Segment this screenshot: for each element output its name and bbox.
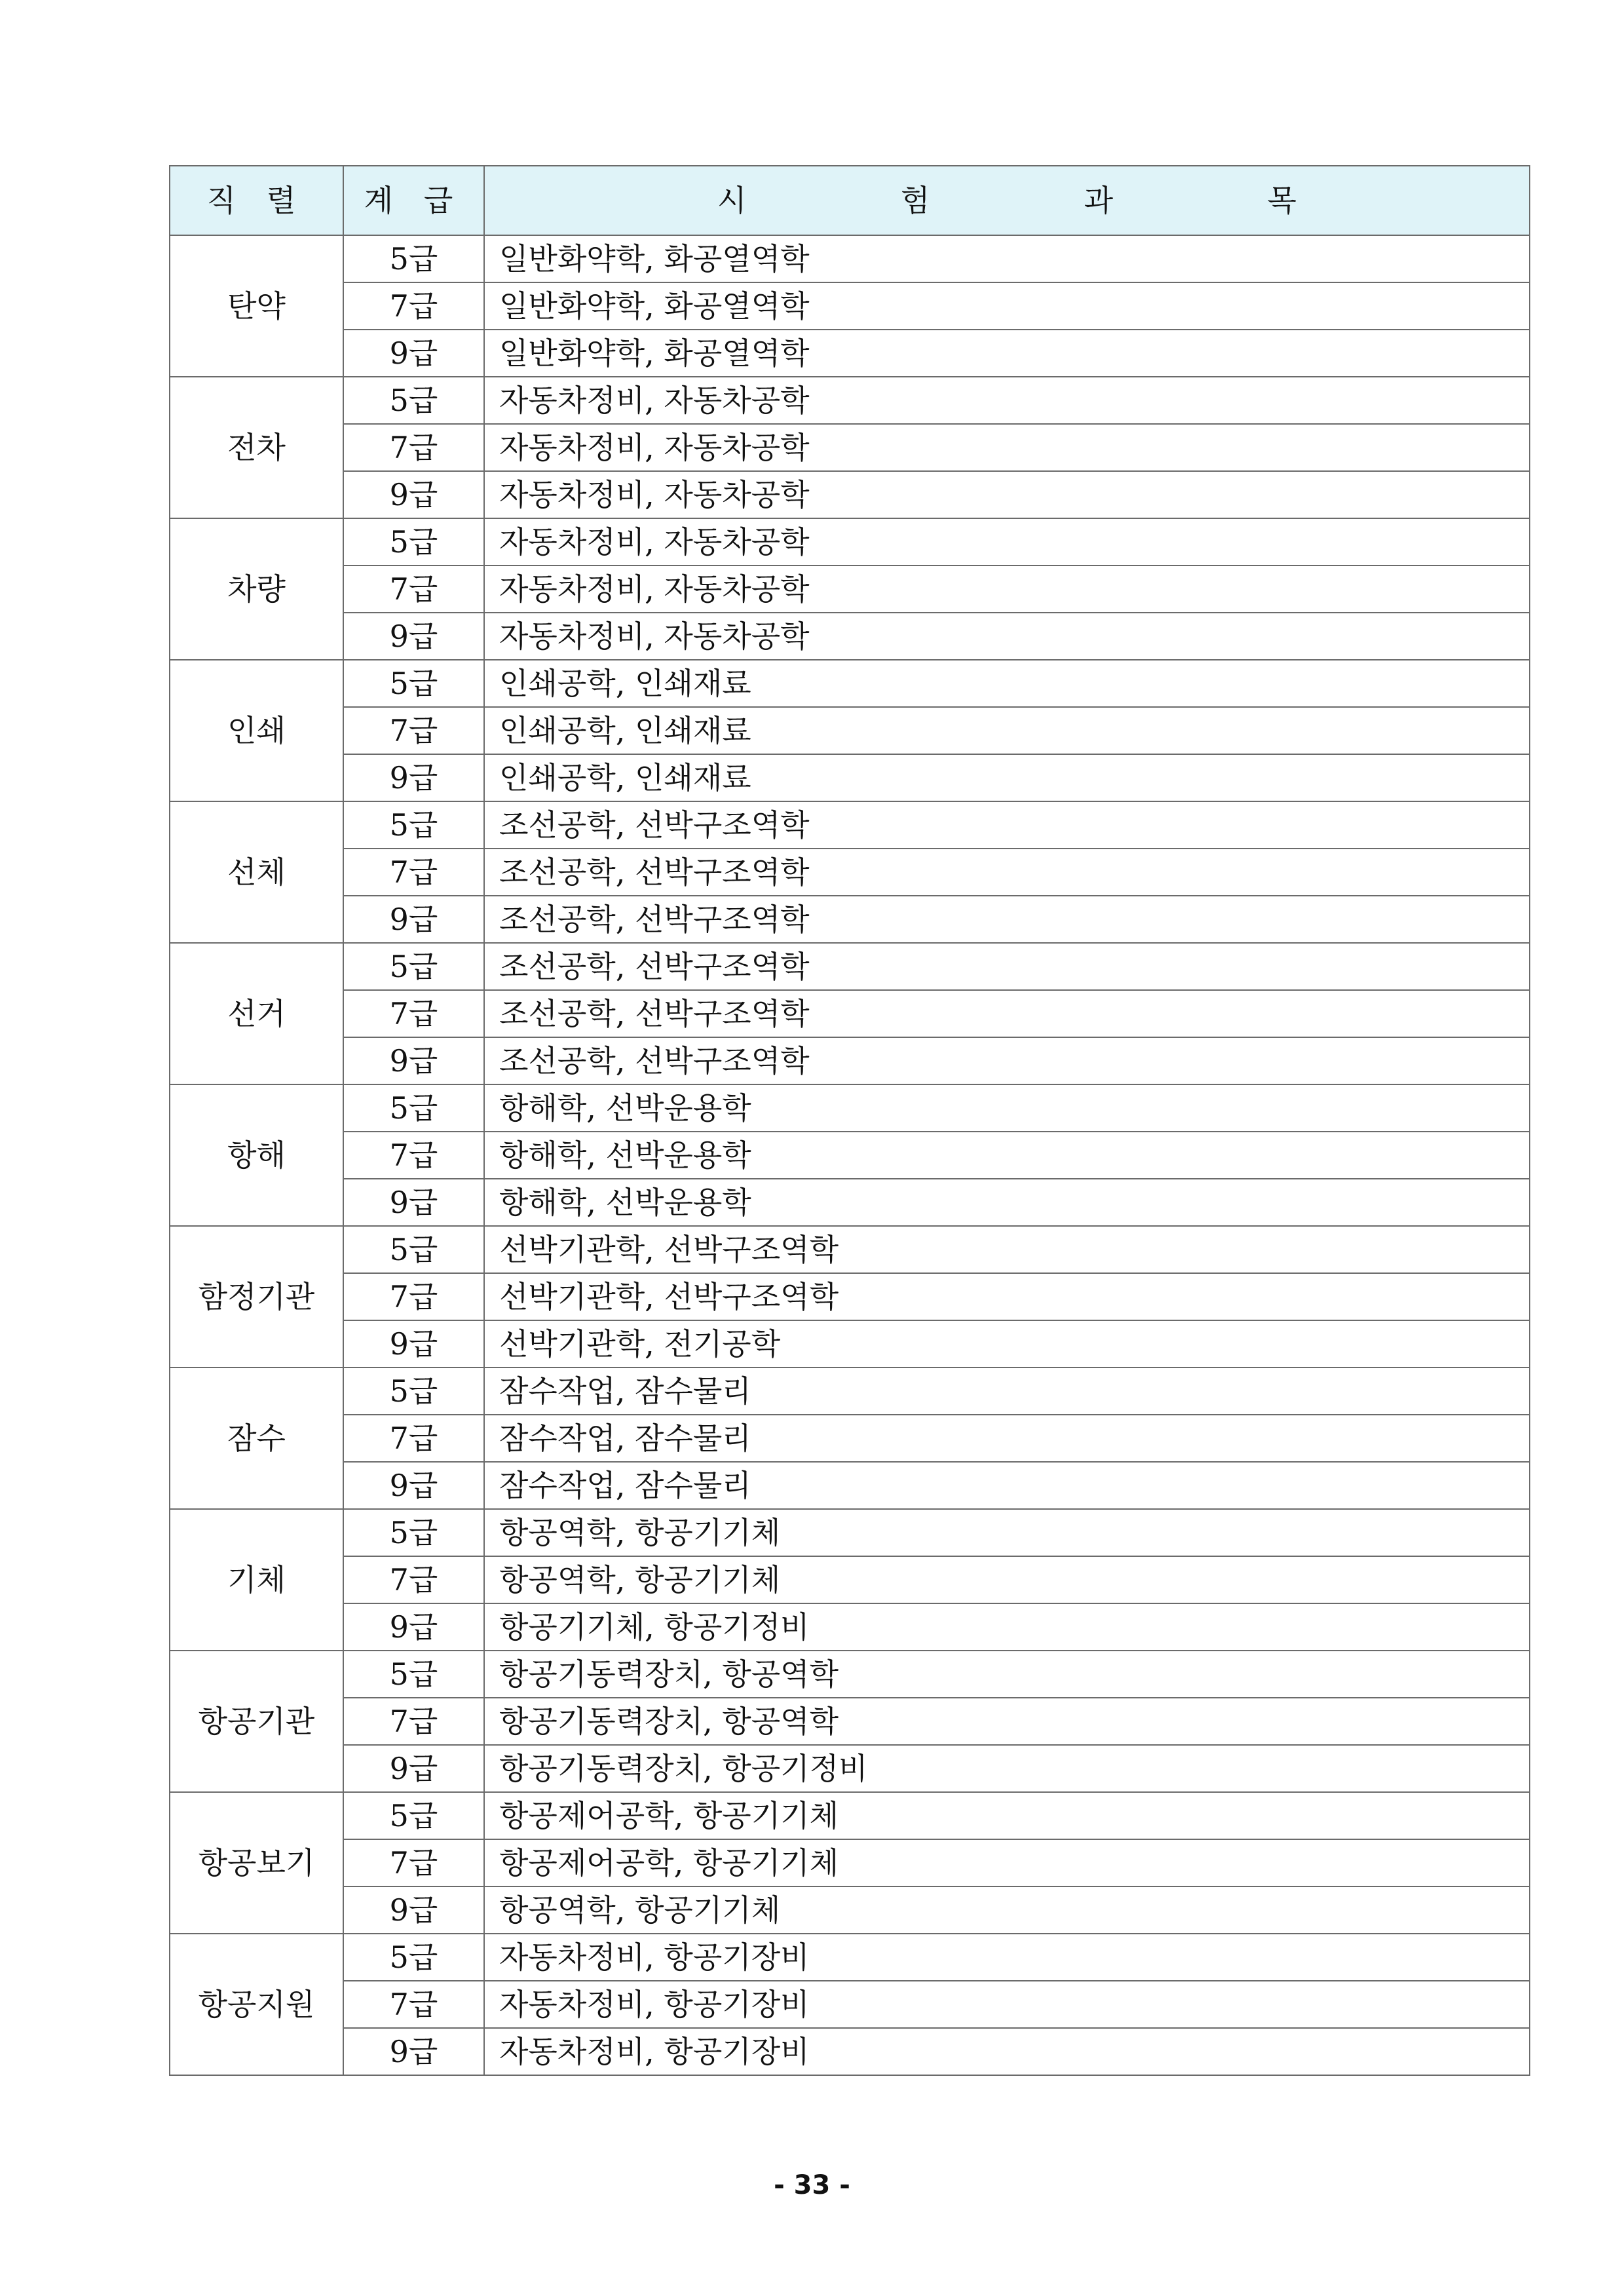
table-row xyxy=(170,1368,1530,1415)
grade-cell: 7급 xyxy=(343,1698,484,1745)
exam-subjects-cell: 자동차정비, 자동차공학 xyxy=(484,613,1530,660)
table-row xyxy=(170,1509,1530,1556)
exam-subjects-cell: 잠수작업, 잠수물리 xyxy=(484,1462,1530,1509)
grade-cell: 5급 xyxy=(343,1509,484,1556)
table-row xyxy=(170,471,1530,518)
grade-cell: 9급 xyxy=(343,330,484,377)
table-row xyxy=(170,1698,1530,1745)
exam-subjects-cell: 선박기관학, 선박구조역학 xyxy=(484,1273,1530,1320)
exam-subjects-cell: 조선공학, 선박구조역학 xyxy=(484,896,1530,943)
table-row xyxy=(170,1981,1530,2028)
table-row xyxy=(170,1084,1530,1132)
table-row xyxy=(170,282,1530,330)
grade-cell: 9급 xyxy=(343,1320,484,1368)
exam-subjects-cell: 항공기동력장치, 항공역학 xyxy=(484,1698,1530,1745)
table-row xyxy=(170,1415,1530,1462)
grade-cell: 9급 xyxy=(343,1603,484,1651)
grade-cell: 9급 xyxy=(343,1745,484,1792)
grade-cell: 7급 xyxy=(343,1839,484,1886)
job-category-cell: 항공지원 xyxy=(170,1934,343,2075)
job-category-cell: 인쇄 xyxy=(170,660,343,801)
table-row xyxy=(170,565,1530,613)
grade-cell: 5급 xyxy=(343,377,484,424)
grade-cell: 7급 xyxy=(343,282,484,330)
table-row xyxy=(170,754,1530,801)
grade-cell: 7급 xyxy=(343,1132,484,1179)
exam-subjects-cell: 선박기관학, 선박구조역학 xyxy=(484,1226,1530,1273)
table-row xyxy=(170,1603,1530,1651)
job-category-cell: 전차 xyxy=(170,377,343,518)
job-category-cell: 항해 xyxy=(170,1084,343,1226)
table-row xyxy=(170,1792,1530,1839)
table-row xyxy=(170,2028,1530,2075)
grade-cell: 7급 xyxy=(343,849,484,896)
exam-subjects-cell: 항해학, 선박운용학 xyxy=(484,1179,1530,1226)
grade-cell: 9급 xyxy=(343,1179,484,1226)
table-row xyxy=(170,1745,1530,1792)
table-row xyxy=(170,1462,1530,1509)
table-row xyxy=(170,377,1530,424)
table-row xyxy=(170,1132,1530,1179)
table-row xyxy=(170,707,1530,754)
table-row xyxy=(170,1226,1530,1273)
job-category-cell: 선체 xyxy=(170,801,343,943)
table-row xyxy=(170,424,1530,471)
exam-subjects-cell: 자동차정비, 항공기장비 xyxy=(484,1981,1530,2028)
exam-subjects-cell: 조선공학, 선박구조역학 xyxy=(484,943,1530,990)
page-number: - 33 - xyxy=(774,2170,850,2200)
job-category-cell: 차량 xyxy=(170,518,343,660)
table-row xyxy=(170,1179,1530,1226)
exam-subjects-cell: 일반화약학, 화공열역학 xyxy=(484,235,1530,282)
table-row xyxy=(170,849,1530,896)
exam-subjects-cell: 선박기관학, 전기공학 xyxy=(484,1320,1530,1368)
exam-subjects-cell: 항공제어공학, 항공기기체 xyxy=(484,1839,1530,1886)
grade-cell: 7급 xyxy=(343,565,484,613)
exam-subjects-cell: 조선공학, 선박구조역학 xyxy=(484,801,1530,849)
table-header xyxy=(170,166,1530,235)
job-category-cell: 기체 xyxy=(170,1509,343,1651)
job-category-cell: 탄약 xyxy=(170,235,343,377)
exam-subjects-table xyxy=(169,165,1530,2076)
exam-subjects-cell: 일반화약학, 화공열역학 xyxy=(484,282,1530,330)
table-row xyxy=(170,1556,1530,1603)
job-category-cell: 함정기관 xyxy=(170,1226,343,1368)
grade-cell: 5급 xyxy=(343,1368,484,1415)
grade-cell: 5급 xyxy=(343,660,484,707)
table-row xyxy=(170,660,1530,707)
table-row xyxy=(170,518,1530,565)
grade-cell: 9급 xyxy=(343,754,484,801)
grade-cell: 5급 xyxy=(343,1792,484,1839)
grade-cell: 7급 xyxy=(343,1556,484,1603)
exam-subjects-cell: 일반화약학, 화공열역학 xyxy=(484,330,1530,377)
exam-subjects-cell: 인쇄공학, 인쇄재료 xyxy=(484,754,1530,801)
grade-cell: 5급 xyxy=(343,235,484,282)
exam-subjects-cell: 항해학, 선박운용학 xyxy=(484,1084,1530,1132)
exam-subjects-cell: 항공기동력장치, 항공기정비 xyxy=(484,1745,1530,1792)
exam-subjects-cell: 인쇄공학, 인쇄재료 xyxy=(484,707,1530,754)
exam-subjects-cell: 자동차정비, 자동차공학 xyxy=(484,518,1530,565)
header-subjects xyxy=(484,166,1530,235)
table-row xyxy=(170,801,1530,849)
exam-subjects-cell: 자동차정비, 자동차공학 xyxy=(484,424,1530,471)
exam-subjects-cell: 자동차정비, 자동차공학 xyxy=(484,565,1530,613)
exam-subjects-cell: 인쇄공학, 인쇄재료 xyxy=(484,660,1530,707)
exam-subjects-cell: 자동차정비, 항공기장비 xyxy=(484,2028,1530,2075)
exam-subjects-cell: 항해학, 선박운용학 xyxy=(484,1132,1530,1179)
grade-cell: 7급 xyxy=(343,707,484,754)
grade-cell: 9급 xyxy=(343,2028,484,2075)
exam-subjects-cell: 조선공학, 선박구조역학 xyxy=(484,1037,1530,1084)
exam-subjects-cell: 항공기동력장치, 항공역학 xyxy=(484,1651,1530,1698)
grade-cell: 5급 xyxy=(343,943,484,990)
header-grade-label: 계 급 xyxy=(364,183,464,218)
exam-subjects-cell: 항공제어공학, 항공기기체 xyxy=(484,1792,1530,1839)
grade-cell: 5급 xyxy=(343,1226,484,1273)
table-row xyxy=(170,1320,1530,1368)
table-row xyxy=(170,613,1530,660)
grade-cell: 9급 xyxy=(343,896,484,943)
table-row xyxy=(170,896,1530,943)
grade-cell: 9급 xyxy=(343,1462,484,1509)
grade-cell: 9급 xyxy=(343,613,484,660)
exam-subjects-cell: 조선공학, 선박구조역학 xyxy=(484,849,1530,896)
table-row xyxy=(170,943,1530,990)
table-row xyxy=(170,1651,1530,1698)
grade-cell: 7급 xyxy=(343,1415,484,1462)
job-category-cell: 선거 xyxy=(170,943,343,1084)
table-row xyxy=(170,1037,1530,1084)
grade-cell: 9급 xyxy=(343,1886,484,1934)
header-job-label: 직 렬 xyxy=(206,183,307,218)
grade-cell: 5급 xyxy=(343,1934,484,1981)
exam-subjects-cell: 항공역학, 항공기기체 xyxy=(484,1886,1530,1934)
grade-cell: 5급 xyxy=(343,1084,484,1132)
table-row xyxy=(170,1273,1530,1320)
exam-subjects-cell: 조선공학, 선박구조역학 xyxy=(484,990,1530,1037)
grade-cell: 5급 xyxy=(343,1651,484,1698)
grade-cell: 7급 xyxy=(343,424,484,471)
exam-subjects-cell: 자동차정비, 자동차공학 xyxy=(484,471,1530,518)
table-body xyxy=(170,235,1530,2075)
grade-cell: 7급 xyxy=(343,990,484,1037)
header-subjects-label: 시 험 과 목 xyxy=(717,183,1369,218)
table-row xyxy=(170,1839,1530,1886)
exam-subjects-cell: 자동차정비, 자동차공학 xyxy=(484,377,1530,424)
job-category-cell: 항공기관 xyxy=(170,1651,343,1792)
grade-cell: 9급 xyxy=(343,1037,484,1084)
grade-cell: 5급 xyxy=(343,801,484,849)
table-row xyxy=(170,1886,1530,1934)
exam-subjects-cell: 잠수작업, 잠수물리 xyxy=(484,1415,1530,1462)
header-job xyxy=(170,166,343,235)
grade-cell: 7급 xyxy=(343,1273,484,1320)
job-category-cell: 항공보기 xyxy=(170,1792,343,1934)
exam-subjects-cell: 자동차정비, 항공기장비 xyxy=(484,1934,1530,1981)
exam-subjects-cell: 항공기기체, 항공기정비 xyxy=(484,1603,1530,1651)
exam-subjects-cell: 잠수작업, 잠수물리 xyxy=(484,1368,1530,1415)
exam-subjects-cell: 항공역학, 항공기기체 xyxy=(484,1509,1530,1556)
grade-cell: 9급 xyxy=(343,471,484,518)
grade-cell: 7급 xyxy=(343,1981,484,2028)
table-row xyxy=(170,330,1530,377)
exam-subjects-cell: 항공역학, 항공기기체 xyxy=(484,1556,1530,1603)
table-header-row xyxy=(170,166,1530,235)
table-row xyxy=(170,235,1530,282)
job-category-cell: 잠수 xyxy=(170,1368,343,1509)
table-row xyxy=(170,990,1530,1037)
header-grade xyxy=(343,166,484,235)
table-row xyxy=(170,1934,1530,1981)
grade-cell: 5급 xyxy=(343,518,484,565)
